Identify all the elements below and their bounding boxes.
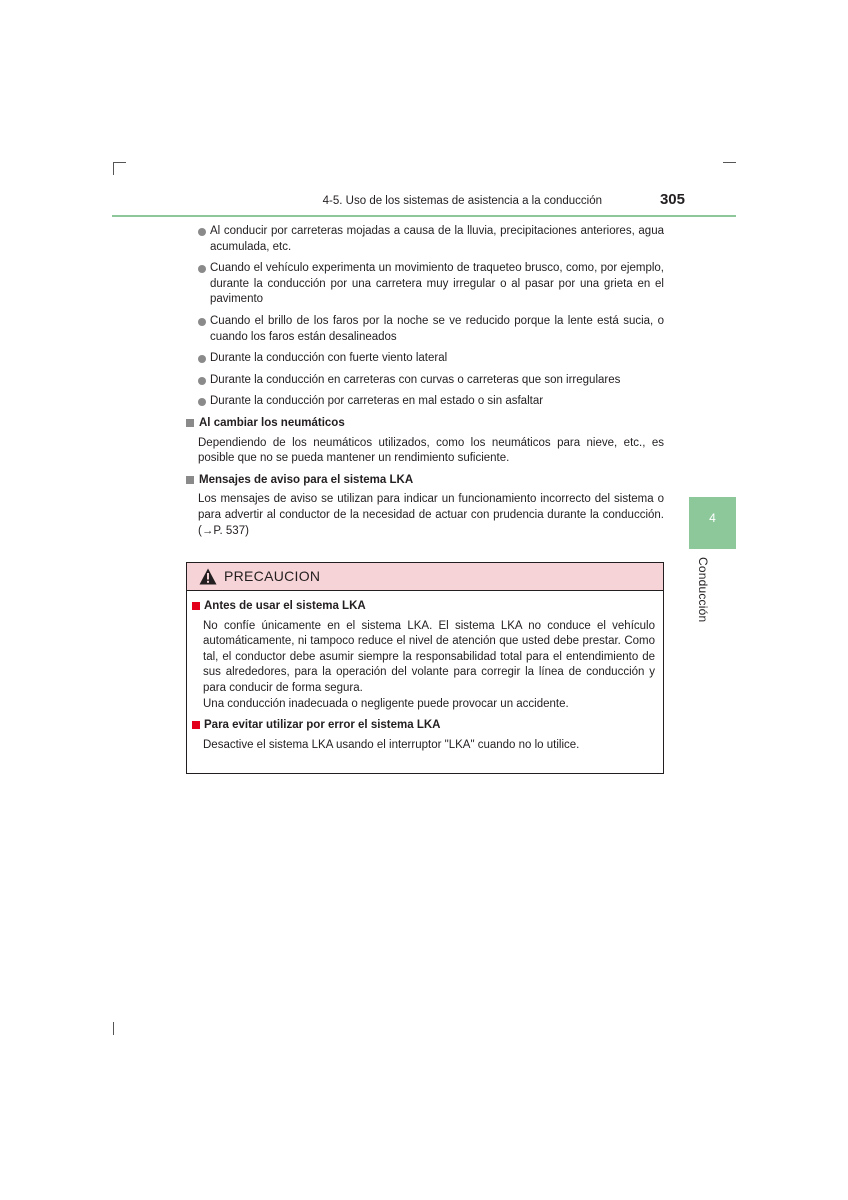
caution-heading-before-use bbox=[191, 599, 655, 615]
caution-box bbox=[186, 562, 664, 774]
section-heading-text: Mensajes de aviso para el sistema LKA bbox=[199, 473, 414, 486]
list-item bbox=[198, 351, 664, 367]
square-marker-icon bbox=[186, 419, 194, 427]
caution-header bbox=[187, 563, 663, 591]
list-item bbox=[198, 394, 664, 410]
caution-paragraph bbox=[203, 619, 655, 713]
list-item-text: Durante la conducción por carreteras en mal estado o sin asfaltar bbox=[210, 395, 544, 408]
red-square-marker-icon bbox=[192, 602, 200, 610]
caution-heading-avoid-misuse bbox=[191, 718, 655, 734]
section-heading-tires bbox=[186, 416, 664, 432]
section-title: 4-5. Uso de los sistemas de asistencia a la conducción bbox=[322, 195, 602, 207]
bullet-icon bbox=[198, 265, 206, 273]
list-item-text: Cuando el vehículo experimenta un movimiento de traqueteo brusco, como, por ejemplo, durante la conducción por una carretera muy irregular o al pasar por una grieta en el pavimento bbox=[210, 262, 664, 306]
crop-mark-top-right-horizontal bbox=[723, 162, 736, 163]
section-body-tires: Dependiendo de los neumáticos utilizados, como los neumáticos para nieve, etc., es posible que no se pueda mantener un rendimiento suficiente. bbox=[198, 436, 664, 465]
bullet-icon bbox=[198, 398, 206, 406]
chapter-label: Conducción bbox=[696, 557, 710, 623]
warning-triangle-icon bbox=[199, 568, 217, 585]
section-body-warning-messages: Los mensajes de aviso se utilizan para indicar un funcionamiento incorrecto del sistema o para advertir al conductor de la necesidad de actuar con prudencia durante la conducción. (→P. 537) bbox=[198, 493, 664, 537]
bullet-icon bbox=[198, 228, 206, 236]
crop-mark-bottom-left-vertical bbox=[113, 1022, 114, 1035]
main-content bbox=[186, 224, 664, 545]
red-square-marker-icon bbox=[192, 721, 200, 729]
list-item-text: Cuando el brillo de los faros por la noche se ve reducido porque la lente está sucia, o cuando los faros están desalineados bbox=[210, 314, 664, 343]
crop-mark-top-left-horizontal bbox=[113, 162, 126, 163]
bullet-icon bbox=[198, 377, 206, 385]
chapter-tab bbox=[689, 497, 736, 549]
bullet-icon bbox=[198, 355, 206, 363]
caution-title: PRECAUCION bbox=[224, 568, 321, 584]
caution-paragraph: Desactive el sistema LKA usando el interruptor "LKA" cuando no lo utilice. bbox=[203, 738, 580, 751]
section-heading-warning-messages bbox=[186, 473, 664, 489]
bullet-icon bbox=[198, 318, 206, 326]
list-item-text: Al conducir por carreteras mojadas a causa de la lluvia, precipitaciones anteriores, agua acumulada, etc. bbox=[210, 225, 664, 253]
caution-heading-text: Antes de usar el sistema LKA bbox=[204, 600, 366, 612]
caution-paragraph-text: Una conducción inadecuada o negligente puede provocar un accidente. bbox=[203, 697, 569, 710]
list-item bbox=[198, 224, 664, 255]
list-item-text: Durante la conducción en carreteras con curvas o carreteras que son irregulares bbox=[210, 373, 621, 386]
section-heading-text: Al cambiar los neumáticos bbox=[199, 416, 345, 429]
chapter-number: 4 bbox=[709, 511, 716, 525]
caution-heading-text: Para evitar utilizar por error el sistema LKA bbox=[204, 719, 441, 732]
list-item bbox=[198, 373, 664, 389]
caution-body bbox=[187, 591, 663, 753]
caution-paragraph-text: No confíe únicamente en el sistema LKA. El sistema LKA no conduce el vehículo automáticamente, ni tampoco reduce el nivel de atención que usted debe prestar. Como tal, el conductor debe asumir siempre la responsabilidad total para el entendimiento de sus alrededores, para la operación del volante para corregir la línea de conducción y para conducir de forma segura. bbox=[203, 619, 655, 694]
crop-mark-top-left-vertical bbox=[113, 162, 114, 175]
list-item-text: Durante la conducción con fuerte viento lateral bbox=[210, 352, 448, 365]
header-divider bbox=[112, 215, 736, 217]
square-marker-icon bbox=[186, 476, 194, 484]
list-item bbox=[198, 314, 664, 345]
list-item bbox=[198, 261, 664, 308]
page-number: 305 bbox=[659, 191, 685, 208]
